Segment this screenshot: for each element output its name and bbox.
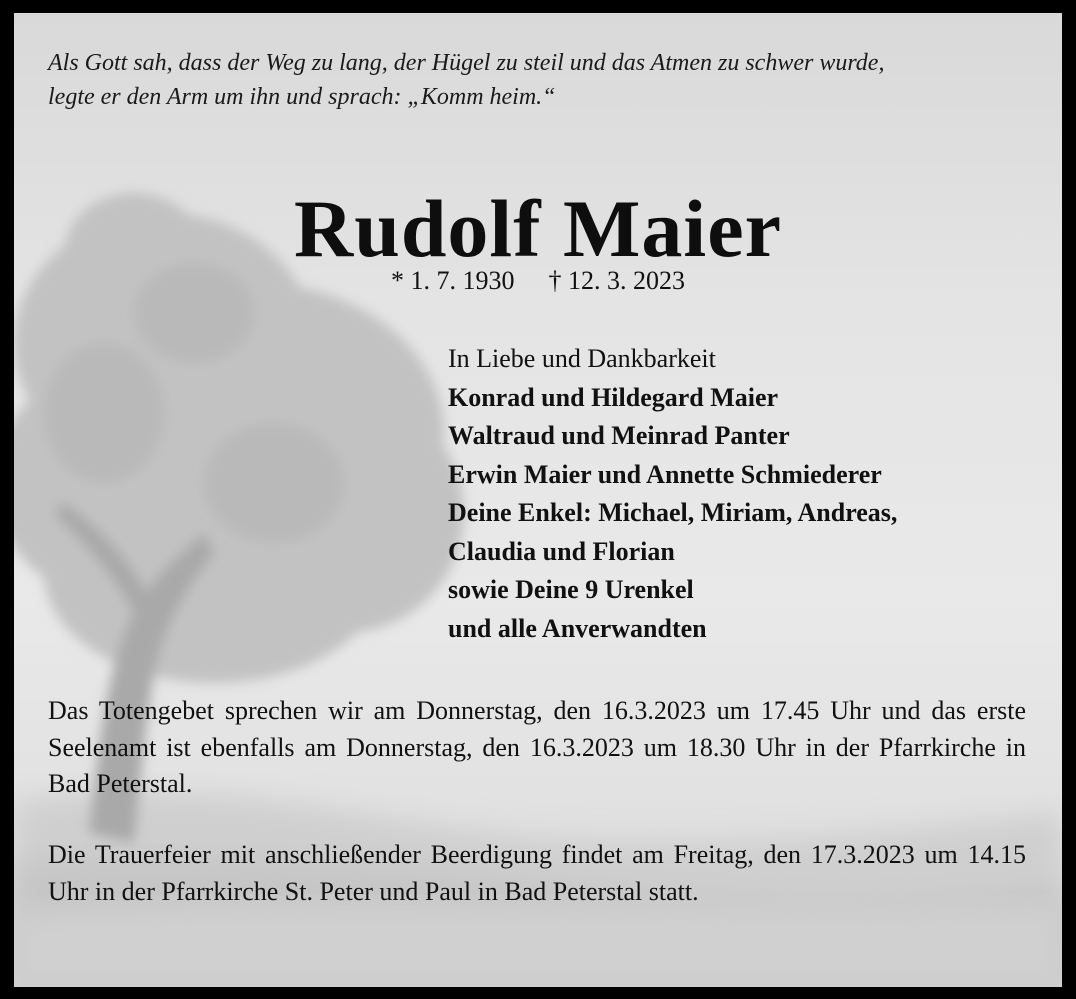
- mourner-line: und alle Anverwandten: [448, 613, 707, 643]
- mourner-line: sowie Deine 9 Urenkel: [448, 575, 694, 604]
- motto-quote: [48, 46, 1038, 114]
- mourner-line: Waltraud und Meinrad Panter: [448, 421, 790, 450]
- death-date: † 12. 3. 2023: [548, 266, 685, 295]
- funeral-notice: Die Trauerfeier mit anschließender Beerdigung findet am Freitag, den 17.3.2023 um 14.15 Uhr in der Pfarrkirche St. Peter und Paul in Bad Peterstal statt.: [48, 840, 1026, 906]
- mourner-line: Konrad und Hildegard Maier: [448, 382, 779, 412]
- prayer-notice: Das Totengebet sprechen wir am Donnerstag, den 16.3.2023 um 17.45 Uhr und das erste Seelenamt ist ebenfalls am Donnerstag, den 16.3.2023 um 18.30 Uhr in der Pfarrkirche in Bad Peterstal.: [48, 696, 1026, 798]
- motto-line-2: legte er den Arm um ihn und sprach: „Komm heim.“: [48, 84, 556, 110]
- mourner-line: Claudia und Florian: [448, 536, 675, 566]
- birth-date: * 1. 7. 1930: [391, 266, 515, 295]
- deceased-name: Rudolf Maier: [294, 183, 782, 274]
- mourner-line: Erwin Maier und Annette Schmiederer: [448, 459, 882, 489]
- motto-line-1: Als Gott sah, dass der Weg zu lang, der Hügel zu steil und das Atmen zu schwer wurde,: [48, 50, 885, 76]
- obituary-card: [14, 13, 1062, 987]
- mourners-list: [448, 340, 1048, 648]
- mourner-line: Deine Enkel: Michael, Miriam, Andreas,: [448, 498, 898, 527]
- life-dates: [14, 265, 1062, 297]
- mourners-intro: In Liebe und Dankbarkeit: [448, 344, 716, 373]
